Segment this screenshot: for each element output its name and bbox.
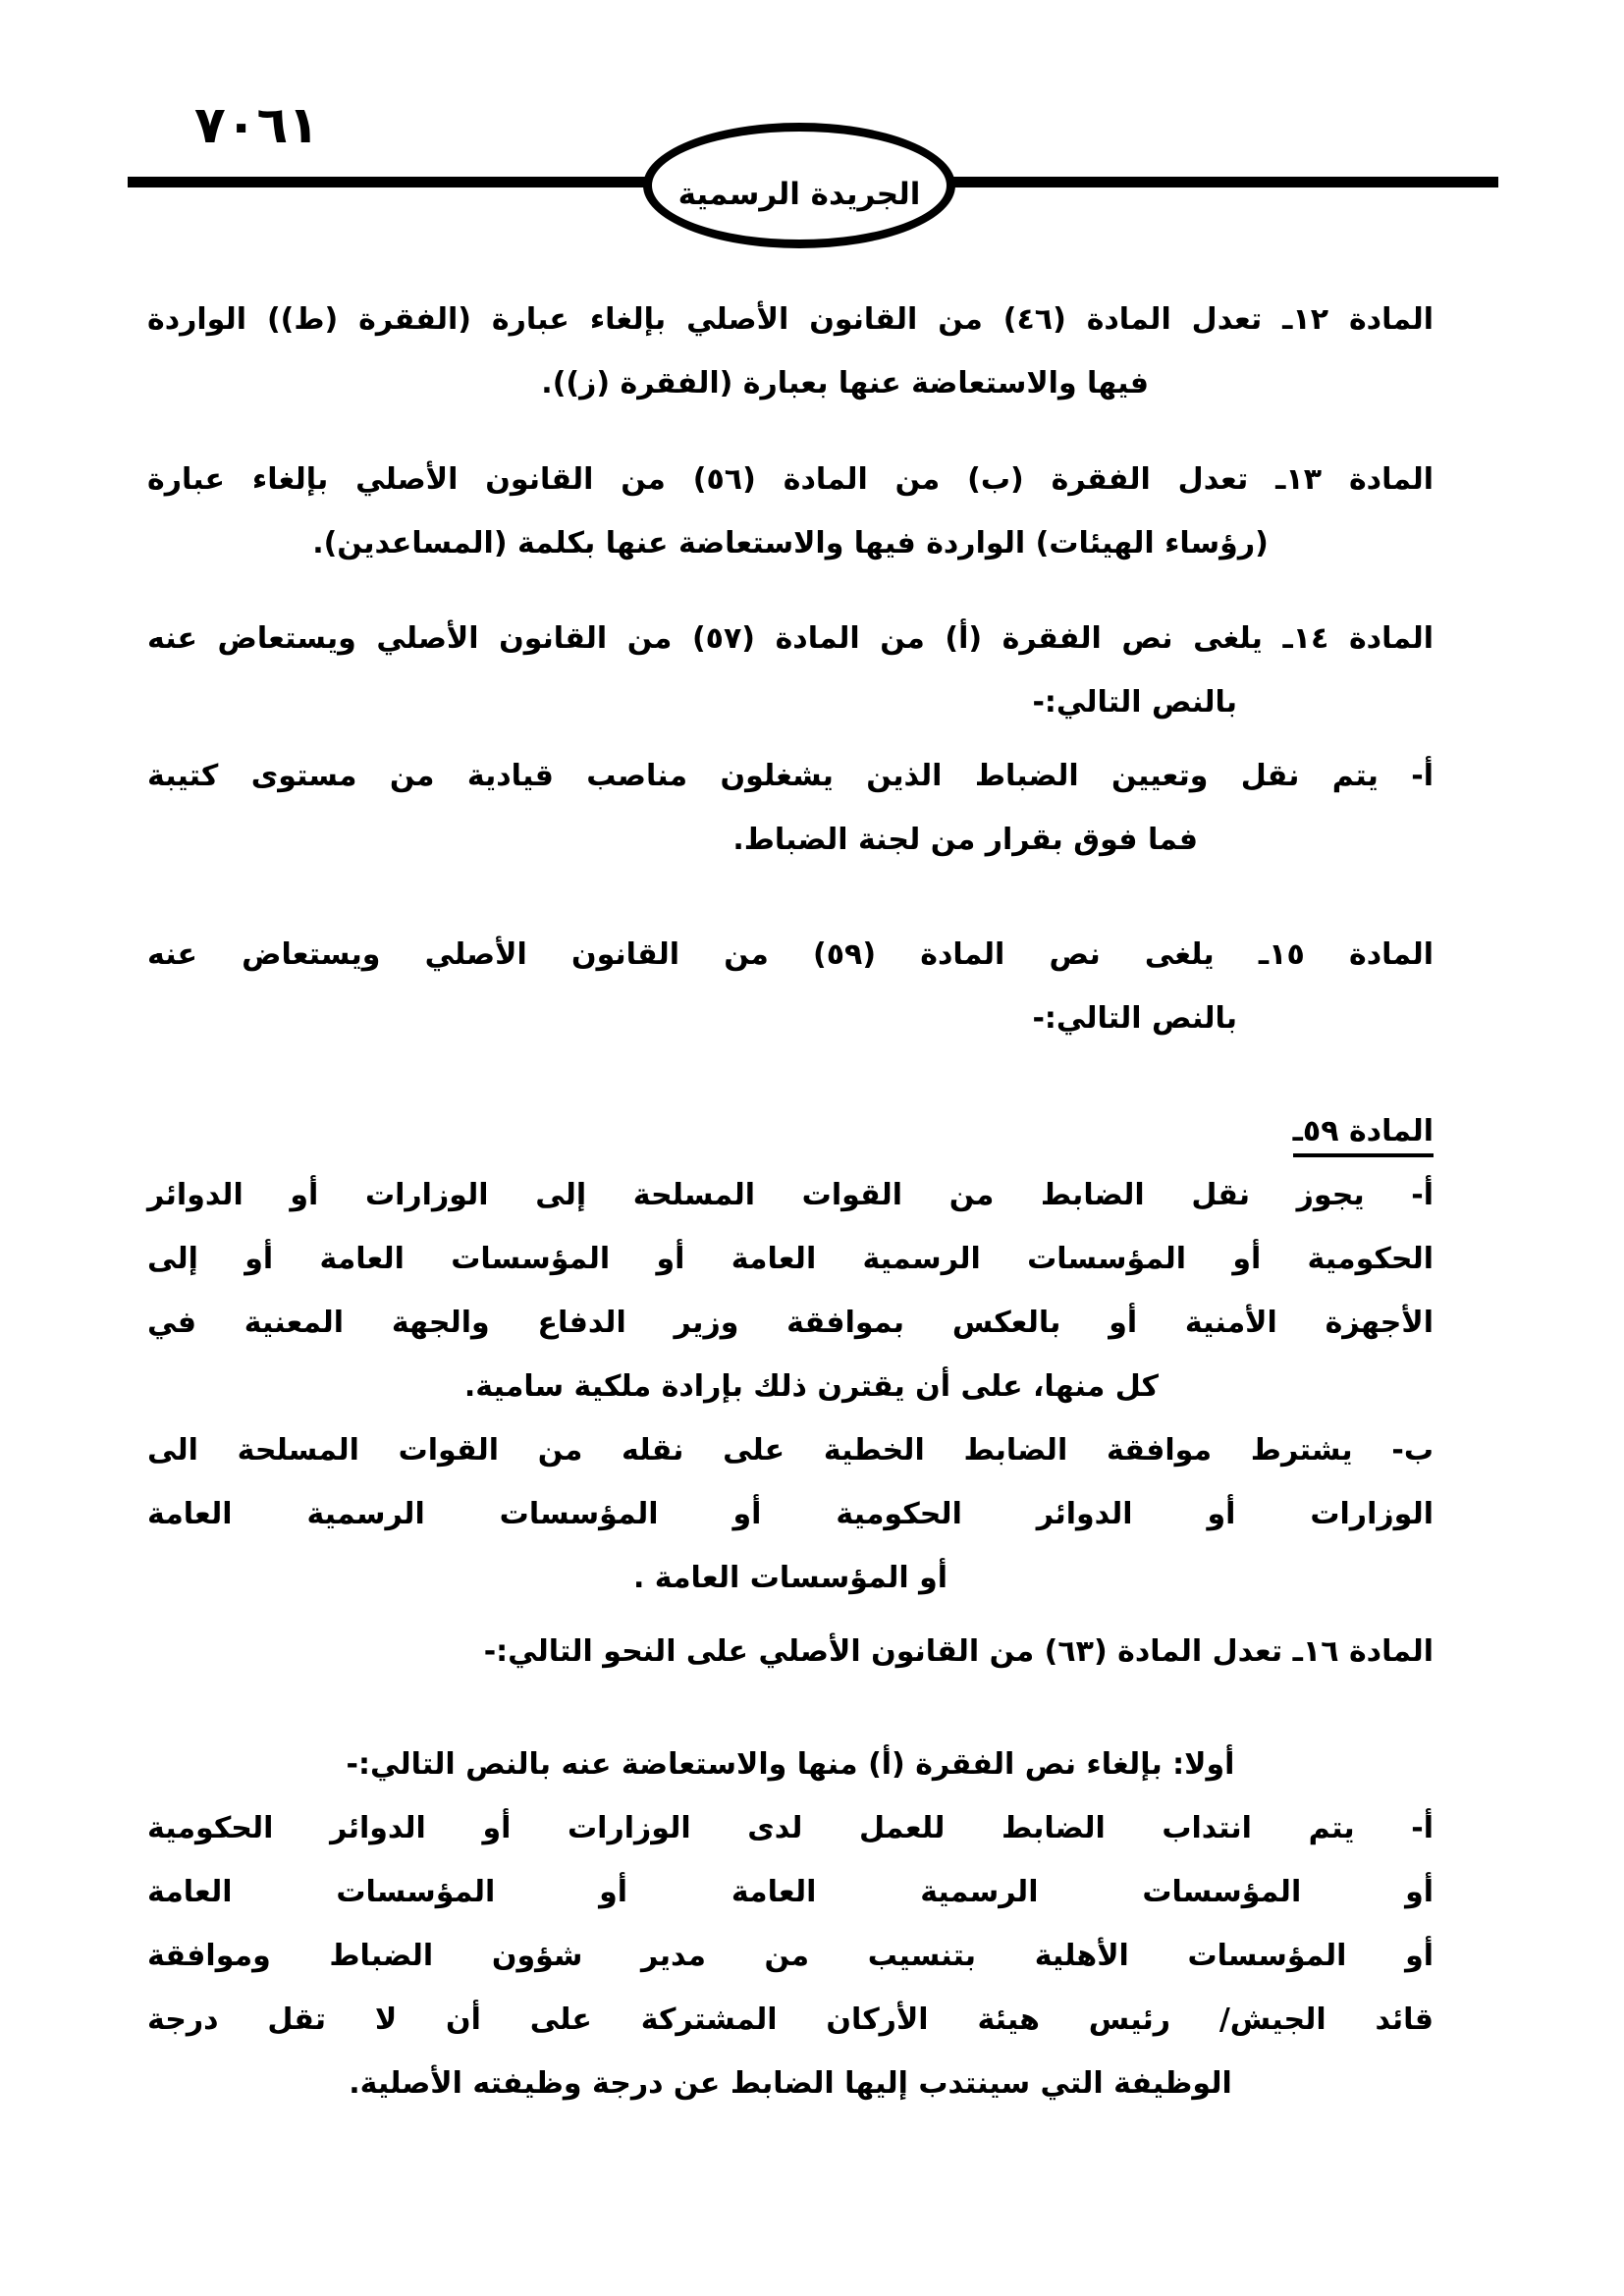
article-14-item-a [147, 744, 1434, 872]
text-line: أو المؤسسات العامة . [632, 1561, 948, 1595]
text-line: الحكومية أو المؤسسات الرسمية العامة أو المؤسسات العامة أو إلى [147, 1242, 1434, 1276]
gazette-banner: الجريدة الرسمية [677, 177, 921, 212]
text-line: بالنص التالي:- [1032, 1001, 1237, 1036]
page-number: ٧٠٦١ [194, 96, 319, 155]
text-line: كل منها، على أن يقترن ذلك بإرادة ملكية سامية. [463, 1369, 1159, 1404]
text-line: المادة ١٤ـ يلغى نص الفقرة (أ) من المادة (٥٧) من القانون الأصلي ويستعاض عنه [147, 621, 1434, 656]
article-59-item-b [147, 1418, 1434, 1610]
text-line: أو المؤسسات الرسمية العامة أو المؤسسات العامة [147, 1875, 1434, 1909]
article-14-paragraph [147, 607, 1434, 734]
text-line: المادة ١٦ـ تعدل المادة (٦٣) من القانون الأصلي على النحو التالي:- [483, 1634, 1434, 1669]
text-line: الوزارات أو الدوائر الحكومية أو المؤسسات الرسمية العامة [147, 1497, 1434, 1531]
gazette-oval [643, 123, 955, 248]
article-13-paragraph [147, 448, 1434, 575]
text-line: المادة ١٥ـ يلغى نص المادة (٥٩) من القانون الأصلي ويستعاض عنه [147, 937, 1435, 972]
text-line: أ- يجوز نقل الضابط من القوات المسلحة إلى الوزارات أو الدوائر [147, 1178, 1434, 1212]
text-line: أو المؤسسات الأهلية بتنسيب من مدير شؤون الضباط وموافقة [147, 1939, 1434, 1973]
text-line: فيها والاستعاضة عنها بعبارة (الفقرة (ز)). [541, 366, 1149, 400]
text-line: (رؤساء الهيئات) الواردة فيها والاستعاضة عنها بكلمة (المساعدين). [312, 526, 1269, 561]
text-line: قائد الجيش/ رئيس هيئة الأركان المشتركة على أن لا تقل درجة [147, 2002, 1434, 2037]
text-line: ب- يشترط موافقة الضابط الخطية على نقله من القوات المسلحة الى [147, 1433, 1434, 1468]
text-line: الأجهزة الأمنية أو بالعكس بموافقة وزير الدفاع والجهة المعنية في [147, 1306, 1434, 1340]
text-line: أ- يتم نقل وتعيين الضباط الذين يشغلون مناصب قيادية من مستوى كتيبة [147, 759, 1434, 793]
article-59-item-a [147, 1163, 1434, 1418]
article-12-paragraph [147, 288, 1434, 415]
text-line: المادة ١٢ـ تعدل المادة (٤٦) من القانون الأصلي بإلغاء عبارة (الفقرة (ط)) الواردة [147, 302, 1434, 337]
text-line: المادة ١٣ـ تعدل الفقرة (ب) من المادة (٥٦) من القانون الأصلي بإلغاء عبارة [147, 462, 1434, 497]
article-16-paragraph [147, 1620, 1434, 1683]
article-16-first-clause [147, 1733, 1434, 1796]
text-line: فما فوق بقرار من لجنة الضباط. [732, 823, 1198, 857]
article-15-paragraph [147, 923, 1434, 1050]
text-line: أولا: بإلغاء نص الفقرة (أ) منها والاستعاضة عنه بالنص التالي:- [346, 1747, 1235, 1782]
article-59-heading [147, 1099, 1434, 1163]
text-line: الوظيفة التي سينتدب إليها الضابط عن درجة وظيفته الأصلية. [349, 2066, 1232, 2101]
text-line: المادة ٥٩ـ [1293, 1114, 1434, 1157]
article-63-item-a [147, 1796, 1434, 2115]
text-line: بالنص التالي:- [1032, 685, 1237, 720]
text-line: أ- يتم انتداب الضابط للعمل لدى الوزارات أو الدوائر الحكومية [147, 1811, 1434, 1845]
content [147, 288, 1434, 2115]
